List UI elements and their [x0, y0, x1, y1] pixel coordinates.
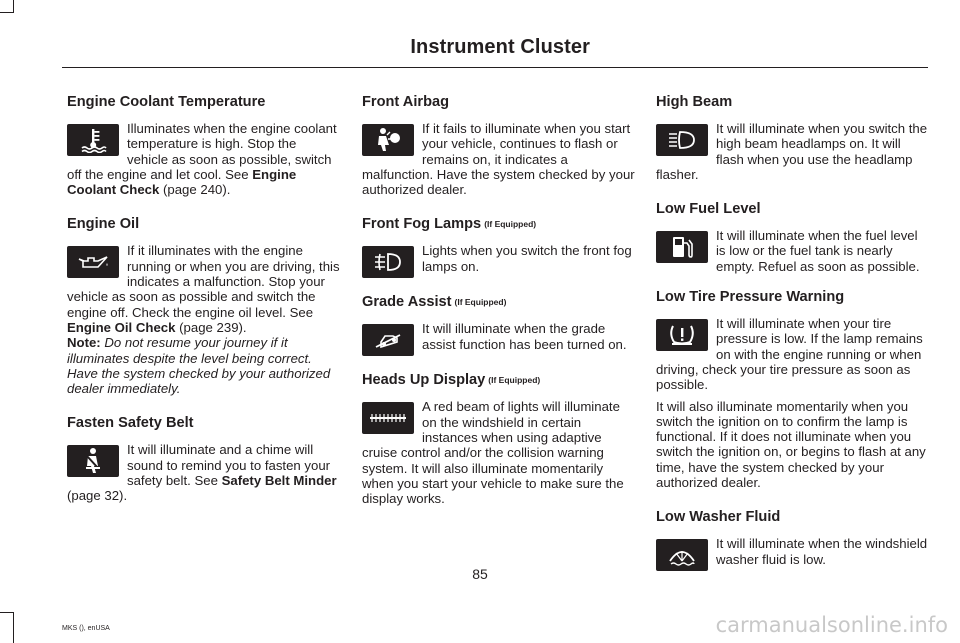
crop-mark [0, 612, 14, 613]
fuel-pump-icon [656, 231, 708, 263]
section-washer [656, 536, 930, 567]
footer-model: MKS (), enUSA [62, 625, 110, 632]
section-tire [656, 316, 930, 490]
oil-reference: Engine Oil Check [67, 319, 176, 335]
note-text: Do not resume your journey if it illuminates despite the level being correct. Have the system checked by your authorized dealer immediately. [67, 335, 331, 397]
high-beam-icon [656, 124, 708, 156]
section-title: Engine Oil [67, 216, 140, 233]
crop-mark [13, 612, 14, 643]
section-coolant [67, 121, 341, 197]
section-title [362, 215, 636, 233]
section-title: Fasten Safety Belt [67, 415, 194, 432]
washer-description: It will illuminate when the windshield washer fluid is low. [716, 536, 928, 567]
header-divider [62, 67, 928, 68]
coolant-reference: Engine Coolant Check [67, 166, 297, 198]
oil-page: (page 239). [175, 319, 247, 335]
fog-tag: (If Equipped) [484, 219, 537, 230]
oil-can-icon [67, 246, 119, 278]
section-fuel [656, 228, 930, 274]
front-fog-lamp-icon [362, 246, 414, 278]
grade-tag: (If Equipped) [454, 297, 507, 308]
section-hud [362, 399, 636, 506]
tire-description-2: It will also illuminate momentarily when you switch the ignition on to confirm the lamp is functional. If it does not illuminate when you switch the ignition on, or begins to flash at any time, have the system checked by your authorized dealer. [656, 398, 926, 491]
oil-note [67, 335, 341, 396]
column-3 [656, 93, 930, 573]
hud-description: A red beam of lights will illuminate on the windshield in certain instances when using adaptive cruise control and/or the collision warning system. It will also illuminate momentarily when you start your vehicle to make sure the display works. [362, 399, 624, 507]
section-title [362, 371, 636, 389]
column-2 [362, 93, 636, 507]
section-belt [67, 442, 341, 503]
page-number: 85 [472, 566, 488, 582]
section-title: Front Airbag [362, 94, 450, 110]
highbeam-description: It will illuminate when you switch the high beam headlamps on. It will flash when you use the headlamp flasher. [656, 121, 928, 182]
crop-mark [13, 0, 14, 12]
section-title: High Beam [656, 94, 733, 110]
seat-belt-icon [67, 445, 119, 477]
airbag-description: If it fails to illuminate when you start your vehicle, continues to flash or remains on, it indicates a malfunction. Have the system checked by your authorized dealer. [362, 121, 635, 198]
watermark: carmanualsonline.info [715, 613, 948, 637]
section-oil [67, 243, 341, 396]
section-fog [362, 243, 636, 281]
section-title [362, 293, 636, 311]
coolant-text: Illuminates when the engine coolant temperature is high. Stop the vehicle as soon as possible, switch off the engine and let cool. See [67, 121, 337, 182]
hud-tag: (If Equipped) [488, 375, 541, 386]
section-title: Low Washer Fluid [656, 509, 781, 526]
tire-pressure-icon [656, 319, 708, 351]
section-grade [362, 321, 636, 359]
belt-page: (page 32). [67, 488, 128, 504]
belt-text: It will illuminate and a chime will sound to remind you to fasten your safety belt. See [127, 442, 331, 489]
heads-up-display-icon [362, 402, 414, 434]
section-title: Engine Coolant Temperature [67, 94, 266, 110]
grade-title: Grade Assist [362, 294, 452, 311]
section-highbeam [656, 121, 930, 182]
coolant-page: (page 240). [159, 182, 231, 198]
fog-description: Lights when you switch the front fog lamps on. [422, 243, 632, 274]
oil-text: If it illuminates with the engine running or when you are driving, this indicates a malfunction. Stop your vehicle as soon as possible and switch the engine off. Check the engine oil level. See [67, 243, 340, 320]
hud-title: Heads Up Display [362, 372, 486, 389]
crop-mark [0, 12, 14, 13]
section-airbag [362, 121, 636, 197]
section-title: Low Tire Pressure Warning [656, 289, 845, 306]
coolant-temperature-icon [67, 124, 119, 156]
note-label: Note: [67, 335, 101, 351]
grade-assist-icon [362, 324, 414, 356]
fog-title: Front Fog Lamps [362, 216, 482, 233]
grade-description: It will illuminate when the grade assist function has been turned on. [422, 321, 627, 352]
section-title: Low Fuel Level [656, 201, 761, 218]
fuel-description: It will illuminate when the fuel level is low or the fuel tank is nearly empty. Refuel as soon as possible. [716, 228, 920, 274]
belt-reference: Safety Belt Minder [221, 473, 337, 489]
airbag-icon [362, 124, 414, 156]
column-1 [67, 93, 341, 504]
page-title: Instrument Cluster [410, 36, 590, 58]
tire-description: It will illuminate when your tire pressure is low. If the lamp remains on with the engine running or when driving, check your tire pressure as soon as possible. [656, 316, 923, 393]
